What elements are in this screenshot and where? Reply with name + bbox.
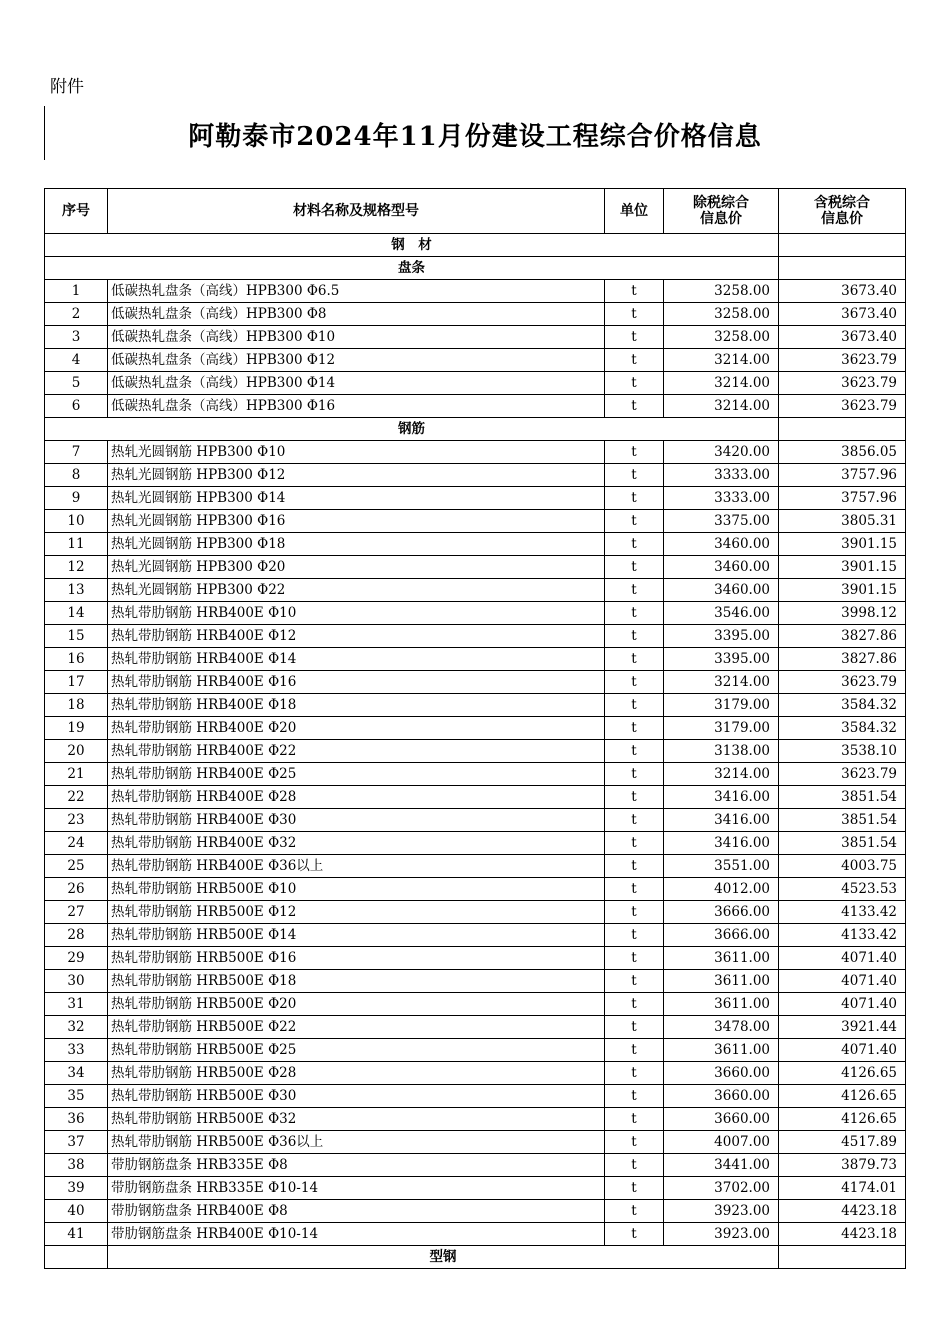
seq-cell: 19 (45, 717, 108, 740)
table-row (45, 924, 906, 947)
excl-tax-price-cell: 3420.00 (664, 441, 779, 464)
incl-tax-price-cell: 4174.01 (779, 1177, 906, 1200)
excl-tax-price-cell: 3660.00 (664, 1062, 779, 1085)
unit-cell: t (605, 786, 664, 809)
excl-tax-price-cell: 3441.00 (664, 1154, 779, 1177)
incl-tax-price-cell: 4133.42 (779, 901, 906, 924)
incl-tax-price-cell: 3584.32 (779, 694, 906, 717)
unit-cell: t (605, 947, 664, 970)
excl-tax-price-cell: 3702.00 (664, 1177, 779, 1200)
subcategory-row (45, 418, 906, 441)
excl-tax-price-cell: 3551.00 (664, 855, 779, 878)
excl-tax-price-cell: 3923.00 (664, 1223, 779, 1246)
excl-tax-price-cell: 3416.00 (664, 832, 779, 855)
header-unit: 单位 (605, 189, 664, 234)
table-row (45, 303, 906, 326)
seq-cell: 4 (45, 349, 108, 372)
name-cell: 热轧带肋钢筋 HRB400E Φ18 (108, 694, 605, 717)
excl-tax-price-cell: 3214.00 (664, 372, 779, 395)
name-cell: 热轧带肋钢筋 HRB400E Φ28 (108, 786, 605, 809)
unit-cell: t (605, 717, 664, 740)
excl-tax-price-cell: 3611.00 (664, 970, 779, 993)
table-row (45, 1177, 906, 1200)
header-name: 材料名称及规格型号 (108, 189, 605, 234)
excl-tax-price-cell: 3478.00 (664, 1016, 779, 1039)
incl-tax-price-cell: 4523.53 (779, 878, 906, 901)
excl-tax-price-cell: 3214.00 (664, 763, 779, 786)
seq-cell: 15 (45, 625, 108, 648)
unit-cell: t (605, 855, 664, 878)
name-cell: 热轧带肋钢筋 HRB500E Φ28 (108, 1062, 605, 1085)
table-row (45, 280, 906, 303)
unit-cell: t (605, 809, 664, 832)
unit-cell: t (605, 740, 664, 763)
seq-cell: 21 (45, 763, 108, 786)
table-row (45, 947, 906, 970)
name-cell: 热轧光圆钢筋 HPB300 Φ12 (108, 464, 605, 487)
excl-tax-price-cell: 3375.00 (664, 510, 779, 533)
unit-cell: t (605, 395, 664, 418)
table-row (45, 740, 906, 763)
excl-tax-price-cell: 3179.00 (664, 694, 779, 717)
table-row (45, 786, 906, 809)
excl-tax-price-cell: 3666.00 (664, 901, 779, 924)
seq-cell: 1 (45, 280, 108, 303)
seq-cell: 8 (45, 464, 108, 487)
table-row (45, 602, 906, 625)
seq-cell: 26 (45, 878, 108, 901)
incl-tax-price-cell: 3623.79 (779, 763, 906, 786)
unit-cell: t (605, 1039, 664, 1062)
table-row (45, 855, 906, 878)
name-cell: 热轧带肋钢筋 HRB400E Φ30 (108, 809, 605, 832)
incl-tax-price-cell: 3851.54 (779, 786, 906, 809)
table-row (45, 579, 906, 602)
incl-tax-price-cell: 3879.73 (779, 1154, 906, 1177)
subcategory-label: 型钢 (108, 1246, 779, 1269)
unit-cell: t (605, 1131, 664, 1154)
excl-tax-price-cell: 4007.00 (664, 1131, 779, 1154)
name-cell: 热轧带肋钢筋 HRB400E Φ22 (108, 740, 605, 763)
name-cell: 热轧带肋钢筋 HRB500E Φ10 (108, 878, 605, 901)
name-cell: 低碳热轧盘条（高线）HPB300 Φ16 (108, 395, 605, 418)
seq-cell: 30 (45, 970, 108, 993)
unit-cell: t (605, 1085, 664, 1108)
table-row (45, 901, 906, 924)
incl-tax-price-cell: 3673.40 (779, 326, 906, 349)
subcategory-row (45, 1246, 906, 1269)
unit-cell: t (605, 1016, 664, 1039)
unit-cell: t (605, 625, 664, 648)
table-row (45, 1062, 906, 1085)
seq-cell: 7 (45, 441, 108, 464)
seq-cell: 6 (45, 395, 108, 418)
seq-cell: 41 (45, 1223, 108, 1246)
empty-cell (779, 1246, 906, 1269)
excl-tax-price-cell: 3611.00 (664, 947, 779, 970)
name-cell: 热轧带肋钢筋 HRB500E Φ20 (108, 993, 605, 1016)
name-cell: 热轧带肋钢筋 HRB400E Φ12 (108, 625, 605, 648)
header-seq: 序号 (45, 189, 108, 234)
incl-tax-price-cell: 4423.18 (779, 1223, 906, 1246)
excl-tax-price-cell: 3460.00 (664, 556, 779, 579)
unit-cell: t (605, 487, 664, 510)
excl-tax-price-cell: 3138.00 (664, 740, 779, 763)
incl-tax-price-cell: 4126.65 (779, 1062, 906, 1085)
subcategory-label: 钢筋 (45, 418, 779, 441)
table-row (45, 533, 906, 556)
name-cell: 低碳热轧盘条（高线）HPB300 Φ6.5 (108, 280, 605, 303)
seq-cell: 25 (45, 855, 108, 878)
excl-tax-price-cell: 3666.00 (664, 924, 779, 947)
name-cell: 带肋钢筋盘条 HRB400E Φ8 (108, 1200, 605, 1223)
name-cell: 低碳热轧盘条（高线）HPB300 Φ10 (108, 326, 605, 349)
table-row (45, 372, 906, 395)
unit-cell: t (605, 1062, 664, 1085)
excl-tax-price-cell: 3214.00 (664, 395, 779, 418)
incl-tax-price-cell: 3901.15 (779, 533, 906, 556)
name-cell: 带肋钢筋盘条 HRB335E Φ10-14 (108, 1177, 605, 1200)
table-row (45, 1085, 906, 1108)
name-cell: 低碳热轧盘条（高线）HPB300 Φ8 (108, 303, 605, 326)
seq-cell: 39 (45, 1177, 108, 1200)
unit-cell: t (605, 464, 664, 487)
table-row (45, 1200, 906, 1223)
excl-tax-price-cell: 3611.00 (664, 1039, 779, 1062)
seq-cell: 37 (45, 1131, 108, 1154)
incl-tax-price-cell: 4003.75 (779, 855, 906, 878)
seq-cell: 20 (45, 740, 108, 763)
excl-tax-price-cell: 3660.00 (664, 1108, 779, 1131)
seq-cell: 5 (45, 372, 108, 395)
unit-cell: t (605, 579, 664, 602)
seq-cell: 18 (45, 694, 108, 717)
incl-tax-price-cell: 3805.31 (779, 510, 906, 533)
seq-cell: 24 (45, 832, 108, 855)
seq-cell: 38 (45, 1154, 108, 1177)
table-row (45, 970, 906, 993)
name-cell: 带肋钢筋盘条 HRB335E Φ8 (108, 1154, 605, 1177)
seq-cell: 14 (45, 602, 108, 625)
page-title: 阿勒泰市2024年11月份建设工程综合价格信息 (188, 122, 762, 152)
unit-cell: t (605, 602, 664, 625)
name-cell: 热轧带肋钢筋 HRB500E Φ25 (108, 1039, 605, 1062)
unit-cell: t (605, 648, 664, 671)
incl-tax-price-cell: 3921.44 (779, 1016, 906, 1039)
excl-tax-price-cell: 3214.00 (664, 671, 779, 694)
table-row (45, 464, 906, 487)
unit-cell: t (605, 510, 664, 533)
table-row (45, 648, 906, 671)
seq-cell: 13 (45, 579, 108, 602)
seq-cell: 33 (45, 1039, 108, 1062)
name-cell: 热轧光圆钢筋 HPB300 Φ16 (108, 510, 605, 533)
incl-tax-price-cell: 4517.89 (779, 1131, 906, 1154)
incl-tax-price-cell: 3757.96 (779, 464, 906, 487)
seq-cell: 27 (45, 901, 108, 924)
seq-cell: 31 (45, 993, 108, 1016)
table-row (45, 556, 906, 579)
unit-cell: t (605, 970, 664, 993)
name-cell: 热轧光圆钢筋 HPB300 Φ10 (108, 441, 605, 464)
name-cell: 热轧光圆钢筋 HPB300 Φ14 (108, 487, 605, 510)
name-cell: 热轧带肋钢筋 HRB500E Φ22 (108, 1016, 605, 1039)
unit-cell: t (605, 349, 664, 372)
seq-cell: 36 (45, 1108, 108, 1131)
name-cell: 热轧带肋钢筋 HRB400E Φ36以上 (108, 855, 605, 878)
name-cell: 热轧带肋钢筋 HRB500E Φ12 (108, 901, 605, 924)
name-cell: 热轧带肋钢筋 HRB500E Φ14 (108, 924, 605, 947)
incl-tax-price-cell: 4071.40 (779, 970, 906, 993)
category-empty-cell (779, 234, 906, 257)
incl-tax-price-cell: 4071.40 (779, 1039, 906, 1062)
excl-tax-price-cell: 3923.00 (664, 1200, 779, 1223)
seq-cell: 22 (45, 786, 108, 809)
price-table (44, 188, 906, 1269)
name-cell: 热轧带肋钢筋 HRB400E Φ32 (108, 832, 605, 855)
table-row (45, 763, 906, 786)
category-label: 钢 材 (45, 234, 779, 257)
subcategory-empty-cell (779, 257, 906, 280)
unit-cell: t (605, 1223, 664, 1246)
table-row (45, 1154, 906, 1177)
table-row (45, 717, 906, 740)
name-cell: 热轧带肋钢筋 HRB500E Φ18 (108, 970, 605, 993)
subcategory-label: 盘条 (45, 257, 779, 280)
name-cell: 热轧光圆钢筋 HPB300 Φ22 (108, 579, 605, 602)
name-cell: 热轧带肋钢筋 HRB500E Φ32 (108, 1108, 605, 1131)
unit-cell: t (605, 993, 664, 1016)
unit-cell: t (605, 326, 664, 349)
excl-tax-price-cell: 4012.00 (664, 878, 779, 901)
excl-tax-price-cell: 3660.00 (664, 1085, 779, 1108)
name-cell: 热轧带肋钢筋 HRB400E Φ10 (108, 602, 605, 625)
seq-cell: 32 (45, 1016, 108, 1039)
incl-tax-price-cell: 3623.79 (779, 395, 906, 418)
name-cell: 热轧带肋钢筋 HRB500E Φ36以上 (108, 1131, 605, 1154)
excl-tax-price-cell: 3333.00 (664, 487, 779, 510)
incl-tax-price-cell: 4423.18 (779, 1200, 906, 1223)
name-cell: 热轧带肋钢筋 HRB400E Φ20 (108, 717, 605, 740)
subcategory-row (45, 257, 906, 280)
table-row (45, 349, 906, 372)
incl-tax-price-cell: 3673.40 (779, 303, 906, 326)
seq-cell: 11 (45, 533, 108, 556)
unit-cell: t (605, 533, 664, 556)
unit-cell: t (605, 878, 664, 901)
incl-tax-price-cell: 3998.12 (779, 602, 906, 625)
seq-cell: 10 (45, 510, 108, 533)
seq-cell: 3 (45, 326, 108, 349)
excl-tax-price-cell: 3395.00 (664, 648, 779, 671)
incl-tax-price-cell: 3851.54 (779, 809, 906, 832)
table-row (45, 1016, 906, 1039)
name-cell: 低碳热轧盘条（高线）HPB300 Φ14 (108, 372, 605, 395)
table-row (45, 671, 906, 694)
seq-cell: 23 (45, 809, 108, 832)
unit-cell: t (605, 924, 664, 947)
seq-cell: 29 (45, 947, 108, 970)
incl-tax-price-cell: 4126.65 (779, 1108, 906, 1131)
name-cell: 热轧带肋钢筋 HRB400E Φ16 (108, 671, 605, 694)
table-row (45, 1108, 906, 1131)
seq-cell: 16 (45, 648, 108, 671)
excl-tax-price-cell: 3258.00 (664, 303, 779, 326)
name-cell: 低碳热轧盘条（高线）HPB300 Φ12 (108, 349, 605, 372)
excl-tax-price-cell: 3333.00 (664, 464, 779, 487)
incl-tax-price-cell: 3856.05 (779, 441, 906, 464)
excl-tax-price-cell: 3611.00 (664, 993, 779, 1016)
excl-tax-price-cell: 3416.00 (664, 786, 779, 809)
table-header-row (45, 189, 906, 234)
unit-cell: t (605, 1108, 664, 1131)
incl-tax-price-cell: 3538.10 (779, 740, 906, 763)
table-row (45, 625, 906, 648)
name-cell: 热轧带肋钢筋 HRB400E Φ25 (108, 763, 605, 786)
table-body (45, 234, 906, 1269)
table-row (45, 809, 906, 832)
seq-cell: 40 (45, 1200, 108, 1223)
incl-tax-price-cell: 3623.79 (779, 372, 906, 395)
name-cell: 热轧带肋钢筋 HRB400E Φ14 (108, 648, 605, 671)
unit-cell: t (605, 280, 664, 303)
incl-tax-price-cell: 3901.15 (779, 556, 906, 579)
header-excl-tax: 除税综合 信息价 (664, 189, 779, 234)
table-row (45, 1039, 906, 1062)
table-row (45, 694, 906, 717)
excl-tax-price-cell: 3258.00 (664, 326, 779, 349)
incl-tax-price-cell: 3673.40 (779, 280, 906, 303)
table-row (45, 441, 906, 464)
unit-cell: t (605, 441, 664, 464)
table-row (45, 1131, 906, 1154)
seq-cell: 28 (45, 924, 108, 947)
category-row (45, 234, 906, 257)
table-row (45, 993, 906, 1016)
incl-tax-price-cell: 3901.15 (779, 579, 906, 602)
excl-tax-price-cell: 3214.00 (664, 349, 779, 372)
seq-cell: 12 (45, 556, 108, 579)
incl-tax-price-cell: 3827.86 (779, 625, 906, 648)
name-cell: 热轧光圆钢筋 HPB300 Φ18 (108, 533, 605, 556)
table-row (45, 510, 906, 533)
name-cell: 热轧带肋钢筋 HRB500E Φ30 (108, 1085, 605, 1108)
attachment-label: 附件 (50, 77, 84, 97)
table-row (45, 326, 906, 349)
table-row (45, 1223, 906, 1246)
incl-tax-price-cell: 4071.40 (779, 993, 906, 1016)
name-cell: 热轧带肋钢筋 HRB500E Φ16 (108, 947, 605, 970)
seq-cell (45, 1246, 108, 1269)
table-row (45, 487, 906, 510)
unit-cell: t (605, 1177, 664, 1200)
header-incl-tax: 含税综合 信息价 (779, 189, 906, 234)
incl-tax-price-cell: 3623.79 (779, 671, 906, 694)
unit-cell: t (605, 303, 664, 326)
incl-tax-price-cell: 3851.54 (779, 832, 906, 855)
table-row (45, 832, 906, 855)
excl-tax-price-cell: 3546.00 (664, 602, 779, 625)
unit-cell: t (605, 556, 664, 579)
unit-cell: t (605, 1154, 664, 1177)
incl-tax-price-cell: 3827.86 (779, 648, 906, 671)
subcategory-empty-cell (779, 418, 906, 441)
seq-cell: 34 (45, 1062, 108, 1085)
incl-tax-price-cell: 4071.40 (779, 947, 906, 970)
unit-cell: t (605, 671, 664, 694)
name-cell: 热轧光圆钢筋 HPB300 Φ20 (108, 556, 605, 579)
incl-tax-price-cell: 3584.32 (779, 717, 906, 740)
seq-cell: 2 (45, 303, 108, 326)
seq-cell: 17 (45, 671, 108, 694)
name-cell: 带肋钢筋盘条 HRB400E Φ10-14 (108, 1223, 605, 1246)
incl-tax-price-cell: 4126.65 (779, 1085, 906, 1108)
incl-tax-price-cell: 4133.42 (779, 924, 906, 947)
unit-cell: t (605, 763, 664, 786)
excl-tax-price-cell: 3395.00 (664, 625, 779, 648)
seq-cell: 9 (45, 487, 108, 510)
seq-cell: 35 (45, 1085, 108, 1108)
table-row (45, 878, 906, 901)
incl-tax-price-cell: 3757.96 (779, 487, 906, 510)
excl-tax-price-cell: 3416.00 (664, 809, 779, 832)
incl-tax-price-cell: 3623.79 (779, 349, 906, 372)
excl-tax-price-cell: 3258.00 (664, 280, 779, 303)
excl-tax-price-cell: 3460.00 (664, 533, 779, 556)
unit-cell: t (605, 372, 664, 395)
unit-cell: t (605, 694, 664, 717)
table-row (45, 395, 906, 418)
excl-tax-price-cell: 3460.00 (664, 579, 779, 602)
unit-cell: t (605, 1200, 664, 1223)
excl-tax-price-cell: 3179.00 (664, 717, 779, 740)
unit-cell: t (605, 832, 664, 855)
unit-cell: t (605, 901, 664, 924)
